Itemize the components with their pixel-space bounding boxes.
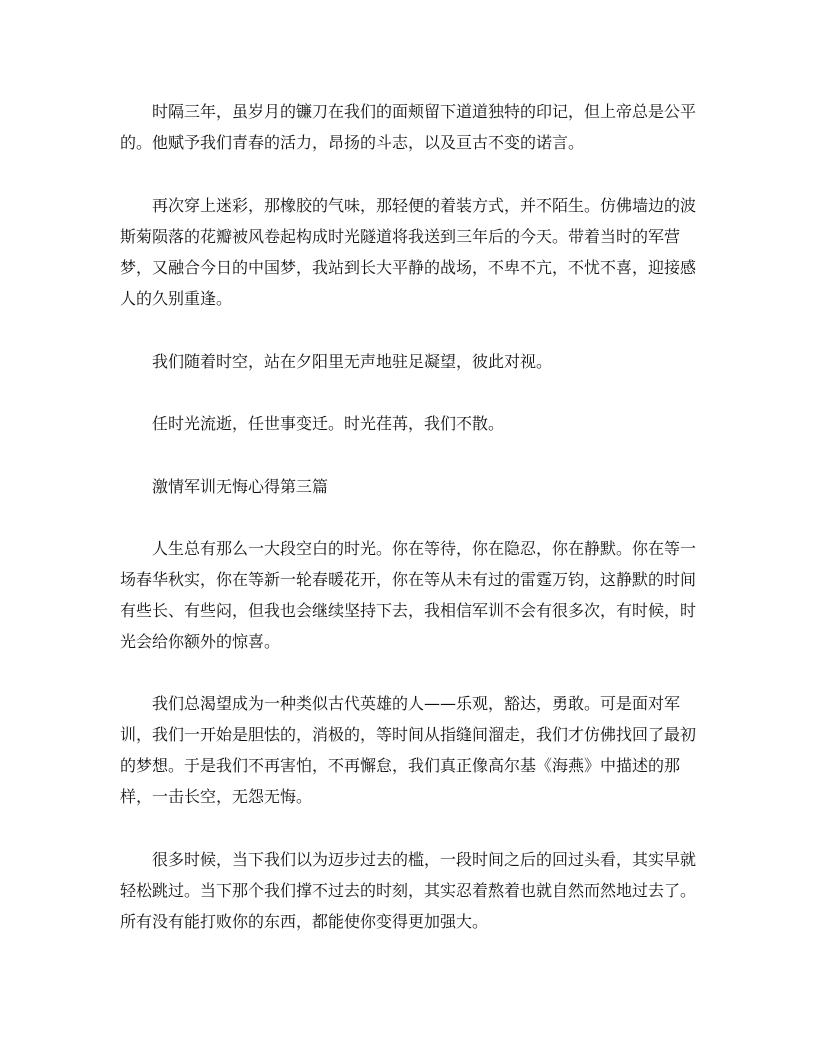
paragraph-2: 再次穿上迷彩，那橡胶的气味，那轻便的着装方式，并不陌生。仿佛墙边的波斯菊陨落的花瓣被风卷起构成时光隧道将我送到三年后的今天。带着当时的军营梦，又融合今日的中国梦，我站到长大平静的战场，不卑不亢，不忧不喜，迎接感人的久别重逢。 bbox=[120, 196, 697, 308]
paragraph-1: 时隔三年，虽岁月的镰刀在我们的面颊留下道道独特的印记，但上帝总是公平的。他赋予我们青春的活力，昂扬的斗志，以及亘古不变的诺言。 bbox=[120, 102, 697, 152]
section-heading: 激情军训无悔心得第三篇 bbox=[152, 477, 329, 496]
paragraph-4: 任时光流逝，任世事变迁。时光荏苒，我们不散。 bbox=[152, 414, 505, 433]
paragraph-6: 我们总渴望成为一种类似古代英雄的人——乐观，豁达，勇敢。可是面对军训，我们一开始是胆怯的，消极的，等时间从指缝间溜走，我们才仿佛找回了最初的梦想。于是我们不再害怕，不再懈怠，我们真正像高尔基《海燕》中描述的那样，一击长空，无怨无悔。 bbox=[120, 694, 697, 806]
paragraph-5: 人生总有那么一大段空白的时光。你在等待，你在隐忍，你在静默。你在等一场春华秋实，你在等新一轮春暖花开，你在等从未有过的雷霆万钧，这静默的时间有些长、有些闷，但我也会继续坚持下去，我相信军训不会有很多次，有时候，时光会给你额外的惊喜。 bbox=[120, 539, 697, 651]
paragraph-3: 我们随着时空，站在夕阳里无声地驻足凝望，彼此对视。 bbox=[152, 352, 553, 371]
paragraph-7: 很多时候，当下我们以为迈步过去的槛，一段时间之后的回过头看，其实早就轻松跳过。当下那个我们撑不过去的时刻，其实忍着熬着也就自然而然地过去了。所有没有能打败你的东西，都能使你变得更加强大。 bbox=[120, 850, 697, 931]
